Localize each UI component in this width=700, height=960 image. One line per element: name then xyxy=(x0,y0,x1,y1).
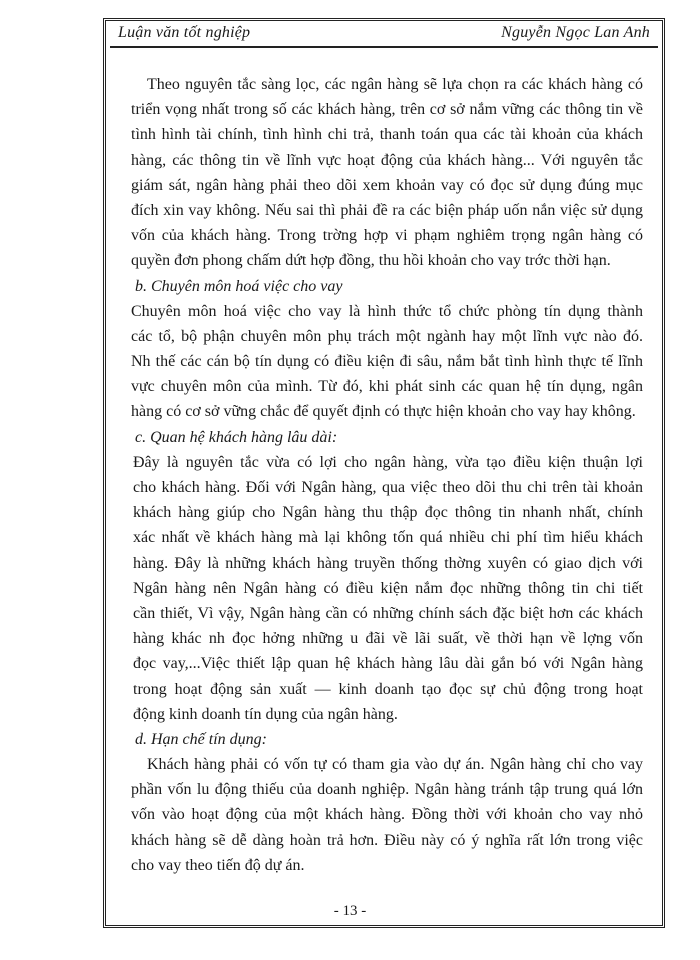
paragraph-credit-limit xyxy=(131,752,643,878)
text-line: hàng, các thông tin về lĩnh vực hoạt động của khách hàng... Với nguyên tắc xyxy=(131,151,643,169)
running-header xyxy=(110,22,658,48)
section-heading-b: b. Chuyên môn hoá việc cho vay xyxy=(135,277,343,295)
text-line: vốn của khách hàng. Trong trờng hợp vi phạm nghiêm trọng ngân hàng có xyxy=(131,227,643,245)
text-line: triển vọng nhất trong số các khách hàng, trên cơ sở nắm vững các thông tin về xyxy=(131,101,643,119)
text-line: xác nhất về khách hàng mà lại không tốn quá nhiều chi phí tìm hiểu khách xyxy=(133,529,643,547)
text-line: tình hình tài chính, tình hình chi trả, thanh toán qua các tài khoản của khách xyxy=(131,126,643,144)
text-line: đích xin vay không. Nếu sai thì phải đề ra các biện pháp uốn nắn việc sử dụng xyxy=(131,201,643,219)
paragraph-long-term-relationship xyxy=(131,450,643,727)
text-line: hàng khác nh đọc hởng những u đãi về lãi suất, về thời hạn về lợng vốn xyxy=(133,630,643,648)
text-line: Chuyên môn hoá việc cho vay là hình thức tổ chức phòng tín dụng thành xyxy=(131,302,643,320)
text-line: quyền đơn phong chấm dứt hợp đồng, thu hồi khoản cho vay trớc thời hạn. xyxy=(131,252,611,270)
text-line: vốn vào hoạt động của một khách hàng. Đồng thời với khoản cho vay nhỏ xyxy=(131,806,643,824)
text-line: cho vay theo tiến độ dự án. xyxy=(131,856,305,874)
text-line: khách hàng giúp cho Ngân hàng thu thập đọc thông tin nhanh nhất, chính xyxy=(133,504,643,522)
text-line: Theo nguyên tắc sàng lọc, các ngân hàng sẽ lựa chọn ra các khách hàng có xyxy=(147,76,643,93)
text-line: cần thiết, Vì vậy, Ngân hàng cần có những chính sách đặc biệt hơn các khách xyxy=(133,604,643,622)
document-body xyxy=(131,72,643,878)
section-heading-c: c. Quan hệ khách hàng lâu dài: xyxy=(135,428,338,446)
text-line: Nh thế các cán bộ tín dụng có điều kiện đi sâu, nắm bắt tình hình thực tế lĩnh xyxy=(131,353,643,371)
text-line: hàng có cơ sở vững chắc để quyết định có thực hiện khoản cho vay hay không. xyxy=(131,403,636,421)
paragraph-specialization xyxy=(131,299,643,425)
text-line: Ngân hàng nên Ngân hàng có điều kiện nắm đọc những thông tin chi tiết xyxy=(133,579,643,597)
section-heading-d: d. Hạn chế tín dụng: xyxy=(135,730,267,748)
text-line: đọc vay,...Việc thiết lập quan hệ khách hàng lâu dài gắn bó với Ngân hàng xyxy=(133,655,643,673)
text-line: vực chuyên môn của mình. Từ đó, khi phát sinh các quan hệ tín dụng, ngân xyxy=(131,378,643,396)
text-line: trong hoạt động sản xuất — kinh doanh tạo đọc sự chủ động trong hoạt xyxy=(133,680,643,698)
text-line: hàng. Đây là những khách hàng truyền thống thờng xuyên có giao dịch với xyxy=(133,554,643,572)
header-author-name: Nguyễn Ngọc Lan Anh xyxy=(501,24,650,41)
text-line: Khách hàng phải có vốn tự có tham gia vào dự án. Ngân hàng chỉ cho vay xyxy=(147,756,643,774)
text-line: cho khách hàng. Đối với Ngân hàng, qua việc theo dõi thu chi trên tài khoản xyxy=(133,479,643,496)
page-number: - 13 - xyxy=(333,903,367,919)
paragraph-screening-principle xyxy=(131,72,643,274)
text-line: phần vốn lu động thiếu của doanh nghiệp. Ngân hàng tránh tập trung quá lớn xyxy=(131,781,643,799)
text-line: khách hàng sẽ dễ dàng hoàn trả hơn. Điều này có ý nghĩa rất lớn trong việc xyxy=(131,831,643,849)
text-line: Đây là nguyên tắc vừa có lợi cho ngân hàng, vừa tạo điều kiện thuận lợi xyxy=(133,453,643,471)
header-thesis-title: Luận văn tốt nghiệp xyxy=(118,24,251,41)
text-line: động kinh doanh tín dụng của ngân hàng. xyxy=(133,705,398,723)
text-line: giám sát, ngân hàng phải theo dõi xem khoản vay có đọc sử dụng đúng mục xyxy=(131,176,643,194)
text-line: các tổ, bộ phận chuyên môn phụ trách một ngành hay một lĩnh vực nào đó. xyxy=(131,327,643,345)
